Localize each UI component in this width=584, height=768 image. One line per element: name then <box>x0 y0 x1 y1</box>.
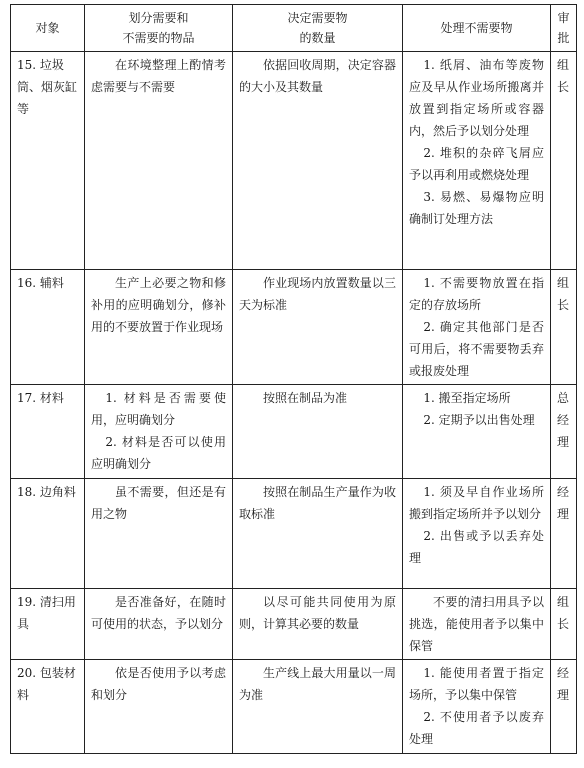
classify-text: 依是否使用予以考虑和划分 <box>91 666 226 702</box>
table-row <box>11 52 577 270</box>
cell-object <box>11 52 85 270</box>
cell-disposal <box>403 479 551 589</box>
cell-disposal <box>403 52 551 270</box>
object-text: 20. 包装材料 <box>17 666 76 702</box>
disposal-text: 2. 出售或予以丢弃处理 <box>409 529 544 565</box>
cell-classify <box>85 660 233 754</box>
table-row <box>11 270 577 385</box>
cell-quantity <box>233 270 403 385</box>
classify-text: 1. 材料是否需要使用，应明确划分 <box>91 391 226 427</box>
classify-text: 2. 材料是否可以使用应明确划分 <box>91 435 226 471</box>
cell-disposal <box>403 385 551 479</box>
quantity-text: 以尽可能共同使用为原则，计算其必要的数量 <box>239 595 396 631</box>
quantity-text: 作业现场内放置数量以三天为标准 <box>239 276 396 312</box>
table-row <box>11 660 577 754</box>
object-text: 17. 材料 <box>17 391 64 405</box>
approval-text: 经理 <box>557 485 570 521</box>
table-row <box>11 479 577 589</box>
classify-text: 生产上必要之物和修补用的应明确划分，修补用的不要放置于作业现场 <box>91 276 226 334</box>
header-approval: 审 批 <box>551 5 577 52</box>
cell-approval <box>551 52 577 270</box>
cell-approval <box>551 660 577 754</box>
cell-disposal <box>403 270 551 385</box>
table-header-row <box>11 5 577 52</box>
cell-object <box>11 270 85 385</box>
cell-approval <box>551 589 577 660</box>
disposal-text: 1. 不需要物放置在指定的存放场所 <box>409 276 544 312</box>
approval-text: 长 <box>557 298 570 312</box>
quantity-text: 生产线上最大用量以一周为准 <box>239 666 396 702</box>
cell-approval <box>551 385 577 479</box>
approval-text: 组 <box>557 58 570 72</box>
cell-object <box>11 589 85 660</box>
approval-text: 总 <box>557 391 570 405</box>
header-quantity: 决定需要物 的数量 <box>233 5 403 52</box>
cell-classify <box>85 385 233 479</box>
cell-object <box>11 385 85 479</box>
table-row <box>11 589 577 660</box>
object-text: 15. 垃圾筒、烟灰缸等 <box>17 58 78 116</box>
quantity-text: 按照在制品生产量作为收取标准 <box>239 485 396 521</box>
approval-text: 组 <box>557 595 570 609</box>
disposal-text: 1. 能使用者置于指定场所，予以集中保管 <box>409 666 544 702</box>
cell-quantity <box>233 589 403 660</box>
cell-classify <box>85 52 233 270</box>
approval-text: 组 <box>557 276 570 290</box>
approval-text: 长 <box>557 617 570 631</box>
cell-quantity <box>233 385 403 479</box>
object-text: 19. 清扫用具 <box>17 595 76 631</box>
cell-quantity <box>233 52 403 270</box>
cell-quantity <box>233 660 403 754</box>
disposal-text: 不要的清扫用具予以挑选，能使用者予以集中保管 <box>409 595 544 653</box>
approval-text: 经理 <box>557 413 570 449</box>
table-row <box>11 385 577 479</box>
cell-classify <box>85 589 233 660</box>
header-disposal: 处理不需要物 <box>403 5 551 52</box>
header-object: 对象 <box>11 5 85 52</box>
disposal-text: 2. 确定其他部门是否可用后，将不需要物丢弃或报废处理 <box>409 320 544 378</box>
quantity-text: 按照在制品为准 <box>263 391 348 405</box>
object-text: 18. 边角料 <box>17 485 76 499</box>
object-text: 16. 辅料 <box>17 276 64 290</box>
classify-text: 是否准备好，在随时可使用的状态，予以划分 <box>91 595 226 631</box>
cell-classify <box>85 479 233 589</box>
approval-text: 长 <box>557 80 570 94</box>
disposal-text: 3. 易燃、易爆物应明确制订处理方法 <box>409 190 544 226</box>
cell-approval <box>551 479 577 589</box>
cell-object <box>11 660 85 754</box>
disposal-text: 1. 搬至指定场所 <box>423 391 511 405</box>
items-disposal-table <box>10 4 577 754</box>
cell-disposal <box>403 660 551 754</box>
cell-disposal <box>403 589 551 660</box>
cell-classify <box>85 270 233 385</box>
disposal-text: 1. 须及早自作业场所搬到指定场所并予以划分 <box>409 485 544 521</box>
disposal-text: 1. 纸屑、油布等废物应及早从作业场所搬离并放置到指定场所或容器内，然后予以划分处理 <box>409 58 544 138</box>
disposal-text: 2. 定期予以出售处理 <box>423 413 535 427</box>
quantity-text: 依据回收周期，决定容器的大小及其数量 <box>239 58 396 94</box>
classify-text: 在环境整理上酌情考虑需要与不需要 <box>91 58 226 94</box>
header-classify: 划分需要和 不需要的物品 <box>85 5 233 52</box>
cell-quantity <box>233 479 403 589</box>
approval-text: 经理 <box>557 666 570 702</box>
disposal-text: 2. 堆积的杂碎飞屑应予以再利用或燃烧处理 <box>409 146 544 182</box>
cell-object <box>11 479 85 589</box>
cell-approval <box>551 270 577 385</box>
disposal-text: 2. 不使用者予以废弃处理 <box>409 710 544 746</box>
classify-text: 虽不需要，但还是有用之物 <box>91 485 226 521</box>
